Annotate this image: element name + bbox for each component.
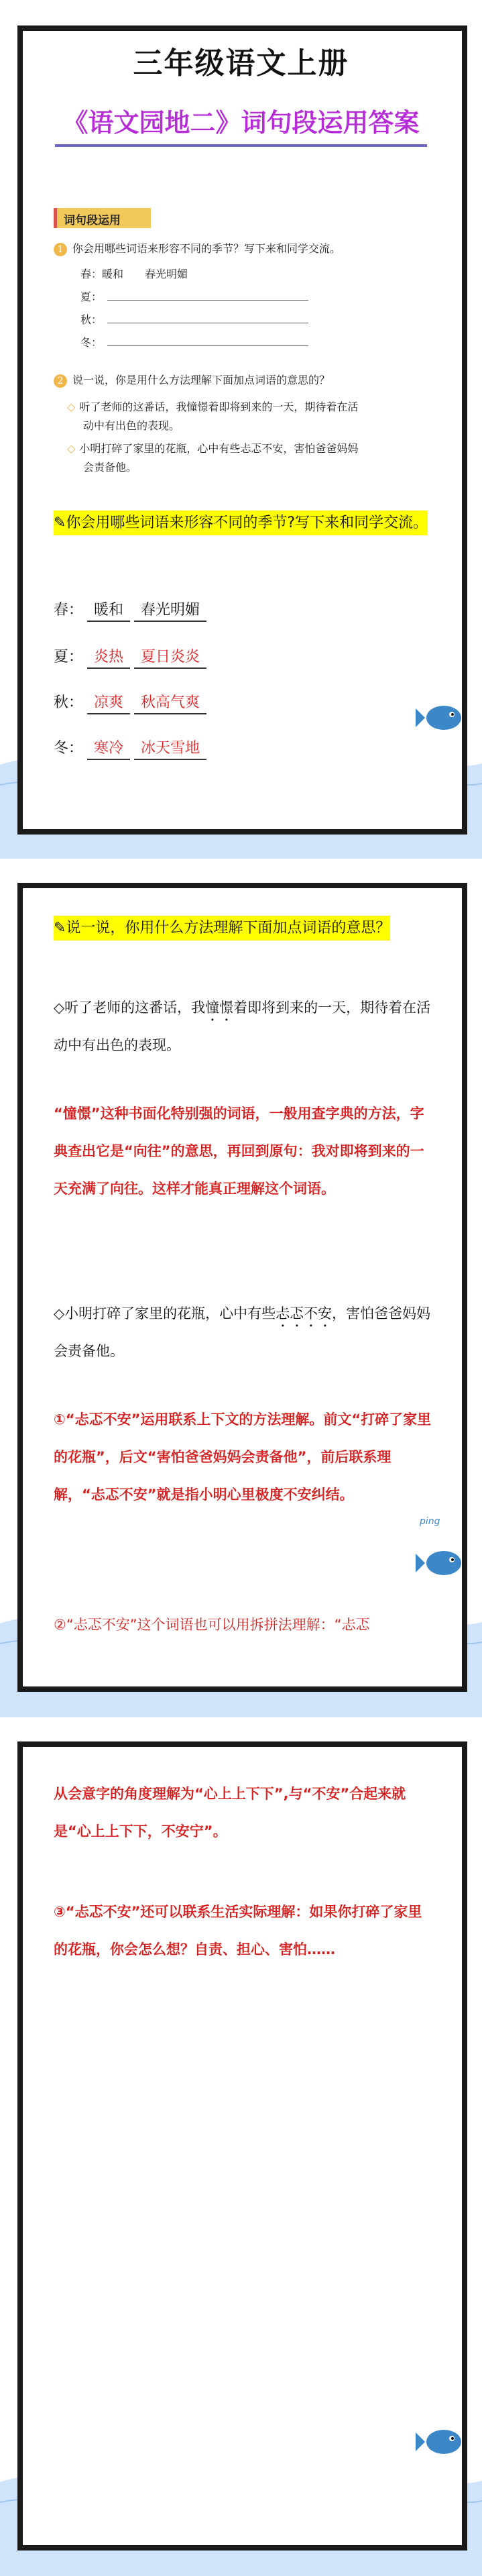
subtitle-underline bbox=[55, 144, 427, 147]
season-row-winter: 冬： 寒冷 冰天雪地 bbox=[54, 737, 206, 760]
question-seasons: ✎你会用哪些词语来形容不同的季节?写下来和同学交流。 bbox=[54, 504, 436, 542]
explanation-4: ③“忐忑不安”还可以联系生活实际理解：如果你打碎了家里的花瓶，你会怎么想？自责、担心、害怕…… bbox=[54, 1904, 422, 1957]
page-subtitle: 《语文园地二》词句段运用答案 bbox=[62, 108, 420, 138]
diamond-icon: ◇ bbox=[67, 442, 76, 455]
page-2 bbox=[0, 859, 482, 1717]
page-1 bbox=[0, 0, 482, 859]
dotted-word: 憧憬 bbox=[205, 1000, 234, 1016]
number-badge: 1 bbox=[54, 243, 67, 256]
fish-icon bbox=[416, 1536, 469, 1583]
explanation-3-partial: ②“忐忑不安”这个词语也可以用拆拼法理解：“忐忑 bbox=[54, 1617, 370, 1633]
fish-icon bbox=[416, 691, 469, 738]
textbook-q2: 2 说一说，你是用什么方法理解下面加点词语的意思的？ bbox=[54, 372, 330, 388]
fish-label: ping bbox=[420, 1516, 440, 1527]
fish-icon bbox=[416, 2415, 469, 2462]
textbook-heading: 词句段运用 bbox=[64, 214, 121, 227]
explanation-2: ①“忐忑不安”运用联系上下文的方法理解。前文“打碎了家里的花瓶”，后文“害怕爸爸妈妈会责备他”，前后联系理解，“忐忑不安”就是指小明心里极度不安纠结。 bbox=[54, 1411, 432, 1503]
page-title: 三年级语文上册 bbox=[133, 46, 349, 80]
textbook-sentence-2a: ◇ 小明打碎了家里的花瓶，心中有些忐忑不安，害怕爸爸妈妈 bbox=[67, 442, 359, 455]
textbook-sentence-1a: ◇ 听了老师的这番话，我憧憬着即将到来的一天，期待着在活 bbox=[67, 400, 359, 413]
textbook-excerpt bbox=[54, 208, 429, 490]
question-methods: ✎说一说，你用什么方法理解下面加点词语的意思？ bbox=[54, 910, 436, 947]
explanation-3-rest: 从会意字的角度理解为“心上上下下”,与“不安”合起来就是“心上上下下，不安宁”。 bbox=[54, 1786, 406, 1839]
textbook-sentence-2b: 会责备他。 bbox=[83, 461, 137, 474]
content-card bbox=[17, 1741, 467, 2551]
sentence-1: ◇听了老师的这番话，我憧憬着即将到来的一天，期待着在活动中有出色的表现。 bbox=[54, 1000, 431, 1053]
textbook-heading-tag bbox=[54, 208, 151, 228]
textbook-q1: 1 你会用哪些词语来形容不同的季节？写下来和同学交流。 bbox=[54, 240, 341, 256]
number-badge: 2 bbox=[54, 374, 67, 388]
dotted-word: 忐忑不安 bbox=[276, 1305, 333, 1322]
page-3 bbox=[0, 1717, 482, 2576]
season-row-autumn: 秋： 凉爽 秋高气爽 bbox=[54, 691, 206, 714]
season-row-summer: 夏： 炎热 夏日炎炎 bbox=[54, 645, 206, 669]
sentence-2: ◇小明打碎了家里的花瓶，心中有些忐忑不安，害怕爸爸妈妈会责备他。 bbox=[54, 1305, 431, 1359]
textbook-winter-line: 冬： bbox=[80, 334, 308, 350]
textbook-autumn-line: 秋： bbox=[80, 311, 308, 327]
diamond-icon: ◇ bbox=[67, 400, 76, 413]
explanation-1: “憧憬”这种书面化特别强的词语，一般用查字典的方法，字典查出它是“向往”的意思，再回到原句：我对即将到来的一天充满了向往。这样才能真正理解这个词语。 bbox=[54, 1106, 424, 1197]
textbook-spring-line: 春：暖和 春光明媚 bbox=[80, 268, 188, 280]
textbook-summer-line: 夏： bbox=[80, 288, 308, 304]
season-row-spring: 春： 暖和 春光明媚 bbox=[54, 598, 206, 622]
textbook-sentence-1b: 动中有出色的表现。 bbox=[83, 419, 180, 432]
